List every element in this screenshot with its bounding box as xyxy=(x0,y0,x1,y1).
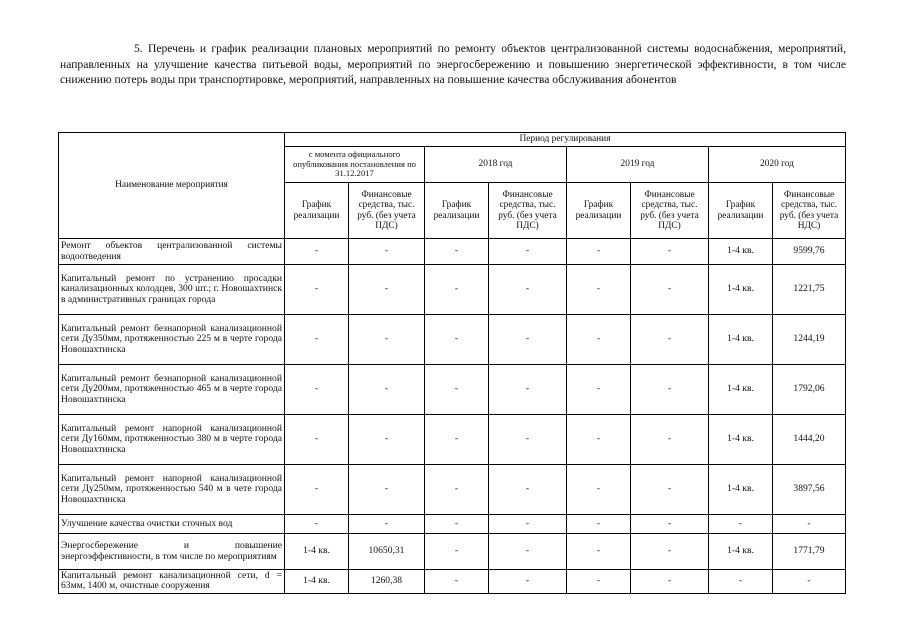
table-cell: 1-4 кв. xyxy=(285,570,349,594)
header-row-period xyxy=(59,133,846,147)
table-cell: - xyxy=(489,534,567,570)
sub-header-schedule: График реализации xyxy=(567,183,631,239)
table-cell: - xyxy=(285,515,349,534)
sub-header-funds: Финансовые средства, тыс. руб. (без учета ПДС) xyxy=(489,183,567,239)
measure-name: Энергосбережение и повышение энергоэффективности, в том числе по мероприятиям xyxy=(59,534,285,570)
table-row xyxy=(59,465,846,515)
measure-name: Капитальный ремонт напорной канализационной сети Ду160мм, протяженностью 380 м в черте города Новошахтинска xyxy=(59,415,285,465)
table-row xyxy=(59,515,846,534)
table-cell: - xyxy=(425,415,489,465)
table-cell: - xyxy=(285,415,349,465)
table-cell: - xyxy=(709,515,773,534)
table-cell: - xyxy=(425,515,489,534)
table-cell: - xyxy=(489,315,567,365)
table-row xyxy=(59,570,846,594)
sub-header-schedule: График реализации xyxy=(709,183,773,239)
table-cell: 1444,20 xyxy=(773,415,846,465)
table-cell: - xyxy=(773,515,846,534)
table-cell: - xyxy=(631,465,709,515)
table-cell: - xyxy=(425,570,489,594)
table-cell: - xyxy=(773,570,846,594)
table-cell: - xyxy=(631,570,709,594)
table-cell: 1-4 кв. xyxy=(709,415,773,465)
measure-name: Ремонт объектов централизованной системы водоотведения xyxy=(59,239,285,265)
table-row xyxy=(59,315,846,365)
period-header: Период регулирования xyxy=(285,133,846,147)
table-cell: - xyxy=(631,515,709,534)
table-cell: - xyxy=(489,239,567,265)
table-cell: 1771,79 xyxy=(773,534,846,570)
measure-name: Капитальный ремонт по устранению просадки канализационных колодцев, 300 шт.; г. Новошахтинск в административных границах города xyxy=(59,265,285,315)
measure-name: Капитальный ремонт напорной канализационной сети Ду250мм, протяженностью 540 м в чете города Новошахтинска xyxy=(59,465,285,515)
table-cell: - xyxy=(285,465,349,515)
table-cell: - xyxy=(285,315,349,365)
table-cell: - xyxy=(567,239,631,265)
table-row xyxy=(59,265,846,315)
period-header-2019: 2019 год xyxy=(567,147,709,183)
table-cell: 1244,19 xyxy=(773,315,846,365)
table-cell: - xyxy=(425,239,489,265)
section-heading: 5. Перечень и график реализации плановых мероприятий по ремонту объектов централизованной системы водоснабжения, мероприятий, направленных на улучшение качества питьевой воды, мероприятий по энергосбережению и повышению энергетической эффективности, в том числе снижению потерь воды при транспортировке, мероприятий, направленных на повышение качества обслуживания абонентов xyxy=(60,42,846,86)
table-cell: 1-4 кв. xyxy=(709,465,773,515)
table-cell: - xyxy=(567,534,631,570)
table-cell: - xyxy=(631,315,709,365)
table-cell: - xyxy=(425,465,489,515)
table-row xyxy=(59,365,846,415)
period-header-2020: 2020 год xyxy=(709,147,846,183)
table-cell: - xyxy=(489,265,567,315)
table-cell: 10650,31 xyxy=(349,534,425,570)
table-cell: - xyxy=(349,315,425,365)
table-cell: - xyxy=(349,515,425,534)
table-cell: - xyxy=(489,415,567,465)
table-cell: - xyxy=(285,365,349,415)
table-cell: - xyxy=(349,415,425,465)
sub-header-schedule: График реализации xyxy=(425,183,489,239)
table-cell: 1-4 кв. xyxy=(709,239,773,265)
sub-header-schedule: График реализации xyxy=(285,183,349,239)
table-cell: 1221,75 xyxy=(773,265,846,315)
table-cell: - xyxy=(709,570,773,594)
table-cell: - xyxy=(349,365,425,415)
table-row xyxy=(59,239,846,265)
table-cell: - xyxy=(567,265,631,315)
table-cell: - xyxy=(631,415,709,465)
table-row xyxy=(59,534,846,570)
table-cell: - xyxy=(631,265,709,315)
table-cell: - xyxy=(567,515,631,534)
table-cell: - xyxy=(425,265,489,315)
measure-name: Капитальный ремонт безнапорной канализационной сети Ду350мм, протяженностью 225 м в черте города Новошахтинска xyxy=(59,315,285,365)
table-cell: 1260,38 xyxy=(349,570,425,594)
table-cell: - xyxy=(489,365,567,415)
table-cell: - xyxy=(567,365,631,415)
table-cell: - xyxy=(285,265,349,315)
sub-header-funds: Финансовые средства, тыс. руб. (без учета НДС) xyxy=(773,183,846,239)
measures-table xyxy=(58,132,846,594)
name-column-header: Наименование мероприятия xyxy=(59,133,285,239)
table-cell: - xyxy=(631,239,709,265)
table-cell: 1-4 кв. xyxy=(709,365,773,415)
table-cell: - xyxy=(567,570,631,594)
period-header-initial: с момента официального опубликования постановления по 31.12.2017 xyxy=(285,147,425,183)
table-cell: 1-4 кв. xyxy=(709,315,773,365)
sub-header-funds: Финансовые средства, тыс. руб. (без учета ПДС) xyxy=(631,183,709,239)
table-cell: 1-4 кв. xyxy=(285,534,349,570)
table-cell: - xyxy=(567,315,631,365)
table-cell: - xyxy=(489,570,567,594)
table-row xyxy=(59,415,846,465)
table-cell: - xyxy=(567,465,631,515)
table-cell: - xyxy=(425,534,489,570)
period-header-2018: 2018 год xyxy=(425,147,567,183)
table-cell: - xyxy=(631,365,709,415)
table-cell: 1792,06 xyxy=(773,365,846,415)
table-cell: 1-4 кв. xyxy=(709,265,773,315)
table-cell: 9599,76 xyxy=(773,239,846,265)
table-cell: - xyxy=(631,534,709,570)
sub-header-funds: Финансовые средства, тыс. руб. (без учета ПДС) xyxy=(349,183,425,239)
measure-name: Улучшение качества очистки сточных вод xyxy=(59,515,285,534)
table-cell: - xyxy=(349,465,425,515)
table-cell: - xyxy=(285,239,349,265)
table-cell: - xyxy=(349,239,425,265)
table-cell: - xyxy=(349,265,425,315)
measure-name: Капитальный ремонт безнапорной канализационной сети Ду200мм, протяженностью 465 м в черте города Новошахтинска xyxy=(59,365,285,415)
table-cell: - xyxy=(489,465,567,515)
table-cell: - xyxy=(425,315,489,365)
table-cell: 3897,56 xyxy=(773,465,846,515)
table-cell: - xyxy=(567,415,631,465)
table-cell: - xyxy=(489,515,567,534)
table-cell: 1-4 кв. xyxy=(709,534,773,570)
table-cell: - xyxy=(425,365,489,415)
measure-name: Капитальный ремонт канализационной сети, d = 63мм, 1400 м, очистные сооружения xyxy=(59,570,285,594)
